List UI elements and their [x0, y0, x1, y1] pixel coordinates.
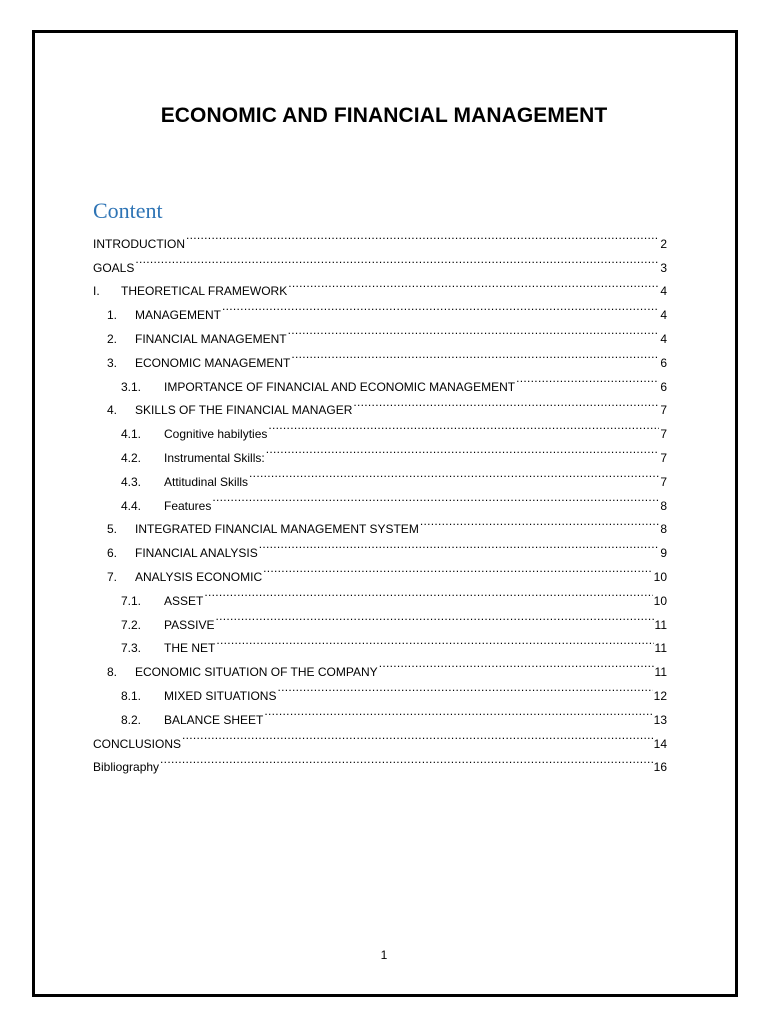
toc-entry-label: THE NET [164, 641, 216, 656]
toc-entry-page: 10 [653, 569, 667, 584]
toc-dot-leader [249, 462, 659, 486]
toc-entry-label: MANAGEMENT [135, 308, 222, 323]
toc-entry-number: 4. [107, 403, 118, 418]
toc-entry-label: INTRODUCTION [93, 236, 185, 251]
toc-entry-number: 8.1. [121, 688, 142, 703]
toc-entry-label: MIXED SITUATIONS [164, 688, 277, 703]
toc-entry-number: 7.2. [121, 617, 142, 632]
toc-entry[interactable] [93, 224, 667, 251]
page-number: 1 [380, 948, 388, 962]
toc-dot-leader [204, 581, 652, 605]
toc-dot-leader [215, 605, 653, 629]
toc-entry-page: 4 [660, 308, 667, 323]
toc-dot-leader [182, 724, 653, 748]
toc-entry-label: ANALYSIS ECONOMIC [135, 569, 263, 584]
toc-entry-page: 12 [653, 688, 667, 703]
toc-entry-page: 7 [660, 403, 667, 418]
table-of-contents [93, 224, 667, 775]
toc-entry-number: I. [93, 284, 100, 299]
toc-dot-leader [291, 343, 659, 367]
toc-entry-page: 11 [654, 617, 667, 632]
toc-entry-label: PASSIVE [164, 617, 215, 632]
toc-entry-page: 4 [660, 284, 667, 299]
toc-entry-page: 9 [660, 546, 667, 561]
toc-entry-label: INTEGRATED FINANCIAL MANAGEMENT SYSTEM [135, 522, 419, 537]
toc-entry-label: Instrumental Skills: [164, 450, 265, 465]
toc-dot-leader [135, 248, 659, 272]
toc-entry-page: 10 [653, 593, 667, 608]
toc-entry-page: 11 [654, 641, 667, 656]
toc-entry-label: ASSET [164, 593, 204, 608]
toc-dot-leader [288, 272, 659, 296]
toc-dot-leader [288, 319, 660, 343]
toc-entry-number: 8. [107, 665, 118, 680]
toc-entry-number: 6. [107, 546, 118, 561]
toc-entry-number: 7.1. [121, 593, 142, 608]
toc-dot-leader [259, 533, 660, 557]
toc-dot-leader [420, 510, 660, 534]
toc-entry-number: 1. [107, 308, 118, 323]
toc-entry-label: ECONOMIC SITUATION OF THE COMPANY [135, 665, 378, 680]
toc-dot-leader [266, 438, 660, 462]
toc-entry-page: 2 [660, 236, 667, 251]
toc-entry-label: SKILLS OF THE FINANCIAL MANAGER [135, 403, 353, 418]
toc-entry-label: FINANCIAL ANALYSIS [135, 546, 258, 561]
toc-entry-number: 2. [107, 331, 118, 346]
toc-entry-label: THEORETICAL FRAMEWORK [121, 284, 288, 299]
toc-entry-page: 8 [660, 498, 667, 513]
toc-dot-leader [268, 414, 659, 438]
toc-dot-leader [353, 391, 659, 415]
toc-entry[interactable] [93, 272, 667, 299]
toc-entry-page: 7 [660, 450, 667, 465]
toc-entry-page: 11 [654, 665, 667, 680]
toc-entry-page: 6 [660, 355, 667, 370]
document-title: ECONOMIC AND FINANCIAL MANAGEMENT [160, 104, 608, 127]
toc-dot-leader [160, 748, 653, 772]
toc-entry-number: 7. [107, 569, 118, 584]
toc-dot-leader [212, 486, 659, 510]
toc-entry-label: CONCLUSIONS [93, 736, 182, 751]
toc-entry-page: 3 [660, 260, 667, 275]
toc-entry-number: 4.2. [121, 450, 142, 465]
toc-entry-page: 6 [660, 379, 667, 394]
toc-entry-number: 7.3. [121, 641, 142, 656]
toc-dot-leader [216, 629, 653, 653]
toc-entry-number: 8.2. [121, 712, 142, 727]
toc-entry-page: 14 [653, 736, 667, 751]
toc-entry-label: Attitudinal Skills [164, 474, 249, 489]
toc-dot-leader [264, 700, 652, 724]
toc-entry-label: GOALS [93, 260, 135, 275]
toc-entry-label: Bibliography [93, 760, 160, 775]
toc-entry[interactable] [93, 748, 667, 775]
toc-dot-leader [516, 367, 659, 391]
toc-entry-label: FINANCIAL MANAGEMENT [135, 331, 287, 346]
toc-entry-page: 7 [660, 427, 667, 442]
toc-heading: Content [93, 198, 163, 223]
toc-entry-number: 4.1. [121, 427, 142, 442]
toc-dot-leader [222, 295, 659, 319]
toc-entry-label: BALANCE SHEET [164, 712, 264, 727]
toc-entry-page: 13 [653, 712, 667, 727]
toc-entry-number: 3.1. [121, 379, 142, 394]
toc-entry-number: 4.4. [121, 498, 142, 513]
toc-entry-label: ECONOMIC MANAGEMENT [135, 355, 291, 370]
toc-entry-label: IMPORTANCE OF FINANCIAL AND ECONOMIC MANAGEMENT [164, 379, 516, 394]
toc-entry-page: 7 [660, 474, 667, 489]
toc-dot-leader [379, 652, 654, 676]
toc-entry-number: 3. [107, 355, 118, 370]
toc-entry-label: Cognitive habilyties [164, 427, 268, 442]
toc-entry-label: Features [164, 498, 212, 513]
toc-entry-number: 5. [107, 522, 118, 537]
toc-dot-leader [186, 224, 659, 248]
toc-entry-page: 4 [660, 331, 667, 346]
toc-entry-page: 8 [660, 522, 667, 537]
toc-entry-page: 16 [653, 760, 667, 775]
toc-entry-number: 4.3. [121, 474, 142, 489]
toc-entry[interactable] [93, 248, 667, 275]
toc-dot-leader [277, 676, 652, 700]
toc-dot-leader [263, 557, 653, 581]
